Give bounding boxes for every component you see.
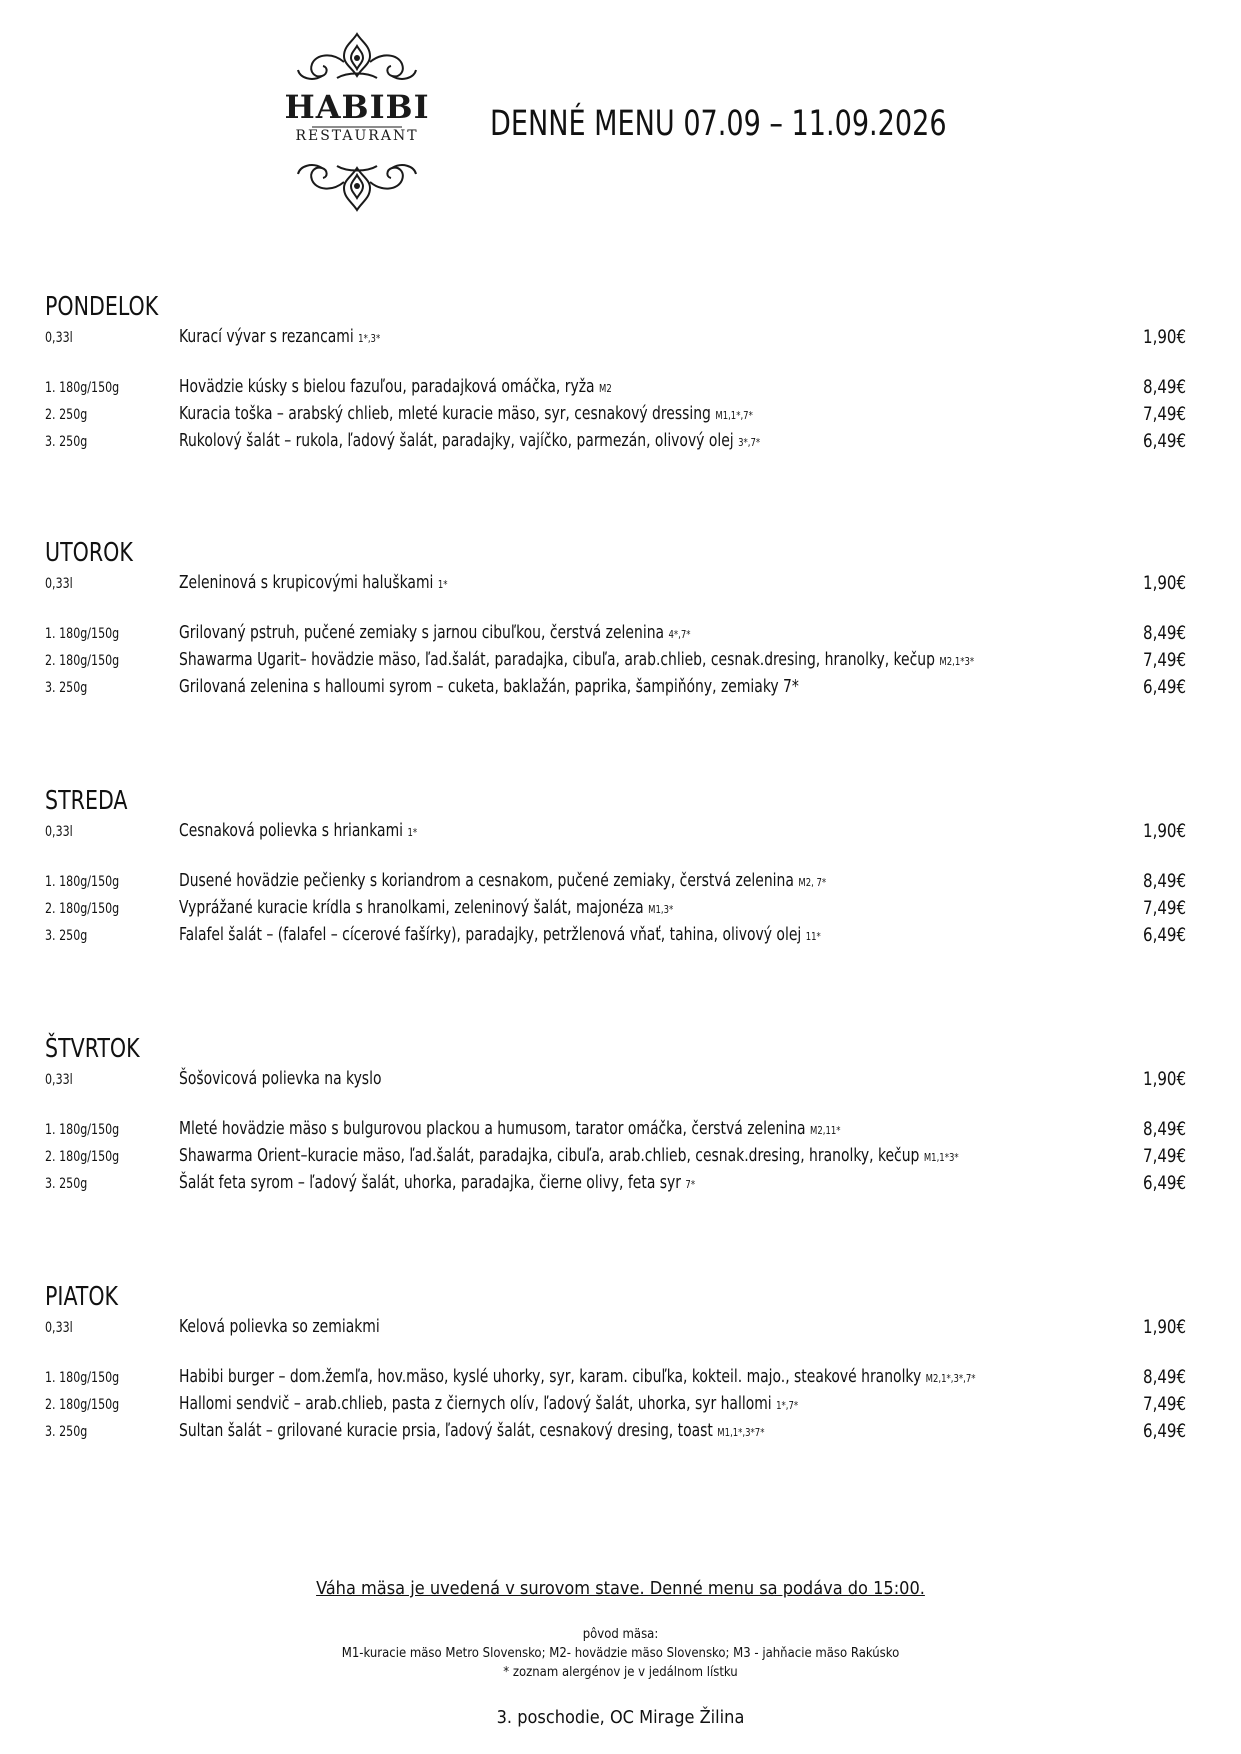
- item-text: Cesnaková polievka s hriankami: [179, 820, 404, 841]
- item-description: [179, 622, 691, 643]
- item-text: Dusené hovädzie pečienky s koriandrom a cesnakom, pučené zemiaky, čerstvá zelenina: [179, 870, 794, 891]
- item-description: [179, 1420, 764, 1441]
- day-name: PONDELOK: [45, 292, 159, 322]
- item-text: Mleté hovädzie mäso s bulgurovou plackou a humusom, tarator omáčka, čerstvá zelenina: [179, 1118, 806, 1139]
- item-quantity: 3. 250g: [45, 1424, 88, 1440]
- soup-row: [0, 1316, 1241, 1342]
- item-price: 8,49€: [1143, 622, 1187, 644]
- item-description: [179, 1366, 976, 1387]
- day-name: UTOROK: [45, 538, 133, 568]
- item-quantity: 0,33l: [45, 1320, 73, 1336]
- item-allergens: M2,11*: [810, 1124, 841, 1137]
- soup-row: [0, 1068, 1241, 1094]
- item-allergens: 7*: [685, 1178, 696, 1191]
- item-price: 7,49€: [1143, 649, 1187, 671]
- item-price: 6,49€: [1143, 1420, 1187, 1442]
- main-dish-row: [0, 430, 1241, 456]
- item-text: Rukolový šalát – rukola, ľadový šalát, paradajky, vajíčko, parmezán, olivový olej: [179, 430, 734, 451]
- item-text: Vyprážané kuracie krídla s hranolkami, zeleninový šalát, majonéza: [179, 897, 644, 918]
- item-description: [179, 326, 380, 347]
- item-quantity: 3. 250g: [45, 680, 88, 696]
- item-allergens: 1*: [407, 826, 418, 839]
- item-price: 8,49€: [1143, 376, 1187, 398]
- day-name: PIATOK: [45, 1282, 119, 1312]
- item-allergens: 11*: [805, 930, 821, 943]
- soup-row: [0, 820, 1241, 846]
- item-text: Shawarma Ugarit– hovädzie mäso, ľad.šalát, paradajka, cibuľa, arab.chlieb, cesnak.dresing, hranolky, kečup: [179, 649, 935, 670]
- item-quantity: 3. 250g: [45, 1176, 88, 1192]
- item-price: 1,90€: [1143, 1316, 1187, 1338]
- item-quantity: 1. 180g/150g: [45, 1370, 120, 1386]
- item-description: [179, 897, 673, 918]
- item-text: Hallomi sendvič – arab.chlieb, pasta z čiernych olív, ľadový šalát, uhorka, syr hallomi: [179, 1393, 772, 1414]
- item-allergens: 1*,3*: [358, 332, 381, 345]
- item-description: [179, 676, 799, 697]
- item-quantity: 3. 250g: [45, 434, 88, 450]
- menu-header: [0, 0, 1241, 230]
- item-price: 6,49€: [1143, 924, 1187, 946]
- item-allergens: M2,1*,3*,7*: [925, 1372, 976, 1385]
- item-description: [179, 1068, 381, 1089]
- item-description: [179, 1118, 841, 1139]
- item-price: 8,49€: [1143, 1118, 1187, 1140]
- main-dish-row: [0, 1420, 1241, 1446]
- item-quantity: 0,33l: [45, 1072, 73, 1088]
- main-dish-row: [0, 1118, 1241, 1144]
- item-allergens: M1,1*,7*: [715, 409, 753, 422]
- item-price: 7,49€: [1143, 1393, 1187, 1415]
- item-allergens: M2, 7*: [798, 876, 827, 889]
- item-description: [179, 820, 417, 841]
- day-name: ŠTVRTOK: [45, 1034, 140, 1064]
- restaurant-logo: [282, 32, 432, 212]
- item-price: 6,49€: [1143, 1172, 1187, 1194]
- item-allergens: 3*,7*: [738, 436, 761, 449]
- item-description: [179, 870, 826, 891]
- main-dish-row: [0, 1172, 1241, 1198]
- item-text: Hovädzie kúsky s bielou fazuľou, paradajková omáčka, ryža: [179, 376, 595, 397]
- item-price: 7,49€: [1143, 897, 1187, 919]
- item-price: 1,90€: [1143, 326, 1187, 348]
- main-dish-row: [0, 403, 1241, 429]
- item-quantity: 1. 180g/150g: [45, 874, 120, 890]
- main-dish-row: [0, 622, 1241, 648]
- item-text: Kelová polievka so zemiakmi: [179, 1316, 380, 1337]
- item-text: Grilovaná zelenina s halloumi syrom – cuketa, baklažán, paprika, šampiňóny, zemiaky 7*: [179, 676, 799, 697]
- item-quantity: 1. 180g/150g: [45, 380, 120, 396]
- item-text: Šalát feta syrom – ľadový šalát, uhorka, paradajka, čierne olivy, feta syr: [179, 1172, 681, 1193]
- item-quantity: 0,33l: [45, 576, 73, 592]
- item-price: 8,49€: [1143, 1366, 1187, 1388]
- allergen-note: * zoznam alergénov je v jedálnom lístku: [503, 1665, 738, 1680]
- item-text: Habibi burger – dom.žemľa, hov.mäso, kyslé uhorky, syr, karam. cibuľka, kokteil. majo., steakové hranolky: [179, 1366, 922, 1387]
- item-price: 6,49€: [1143, 676, 1187, 698]
- item-quantity: 0,33l: [45, 824, 73, 840]
- item-text: Sultan šalát – grilované kuracie prsia, ľadový šalát, cesnakový dresing, toast: [179, 1420, 713, 1441]
- item-description: [179, 430, 760, 451]
- soup-row: [0, 572, 1241, 598]
- item-allergens: M1,1*3*: [923, 1151, 959, 1164]
- item-text: Zeleninová s krupicovými haluškami: [179, 572, 434, 593]
- item-text: Grilovaný pstruh, pučené zemiaky s jarnou cibuľkou, čerstvá zelenina: [179, 622, 665, 643]
- item-description: [179, 1316, 380, 1337]
- item-allergens: M2,1*3*: [939, 655, 975, 668]
- item-quantity: 2. 180g/150g: [45, 1149, 120, 1165]
- item-description: [179, 376, 612, 397]
- item-text: Šošovicová polievka na kyslo: [179, 1068, 382, 1089]
- item-quantity: 2. 250g: [45, 407, 88, 423]
- item-price: 1,90€: [1143, 1068, 1187, 1090]
- item-price: 1,90€: [1143, 572, 1187, 594]
- item-allergens: 1*,7*: [776, 1399, 799, 1412]
- item-quantity: 3. 250g: [45, 928, 88, 944]
- main-dish-row: [0, 676, 1241, 702]
- main-dish-row: [0, 376, 1241, 402]
- item-quantity: 1. 180g/150g: [45, 626, 120, 642]
- meat-origin-list: M1-kuracie mäso Metro Slovensko; M2- hovädzie mäso Slovensko; M3 - jahňacie mäso Rakúsko: [341, 1646, 900, 1661]
- item-description: [179, 1393, 798, 1414]
- item-allergens: M2: [599, 382, 612, 395]
- main-dish-row: [0, 1393, 1241, 1419]
- soup-row: [0, 326, 1241, 352]
- item-text: Falafel šalát – (falafel – cícerové fašírky), paradajky, petržlenová vňať, tahina, olivový olej: [179, 924, 802, 945]
- item-text: Kuracia toška – arabský chlieb, mleté kuracie mäso, syr, cesnakový dressing: [179, 403, 711, 424]
- item-quantity: 2. 180g/150g: [45, 901, 120, 917]
- item-price: 1,90€: [1143, 820, 1187, 842]
- item-quantity: 1. 180g/150g: [45, 1122, 120, 1138]
- item-allergens: M1,3*: [648, 903, 674, 916]
- main-dish-row: [0, 1366, 1241, 1392]
- item-allergens: M1,1*,3*7*: [717, 1426, 765, 1439]
- day-name: STREDA: [45, 786, 128, 816]
- item-allergens: 1*: [437, 578, 448, 591]
- main-dish-row: [0, 924, 1241, 950]
- item-quantity: 0,33l: [45, 330, 73, 346]
- logo-subtitle: RESTAURANT: [295, 128, 419, 144]
- item-quantity: 2. 180g/150g: [45, 1397, 120, 1413]
- item-description: [179, 924, 821, 945]
- item-description: [179, 403, 753, 424]
- item-description: [179, 1145, 959, 1166]
- item-description: [179, 1172, 695, 1193]
- item-quantity: 2. 180g/150g: [45, 653, 120, 669]
- item-price: 8,49€: [1143, 870, 1187, 892]
- main-dish-row: [0, 1145, 1241, 1171]
- item-price: 7,49€: [1143, 403, 1187, 425]
- weight-note: Váha mäsa je uvedená v surovom stave. Denné menu sa podáva do 15:00.: [316, 1578, 925, 1599]
- main-dish-row: [0, 870, 1241, 896]
- item-price: 6,49€: [1143, 430, 1187, 452]
- main-dish-row: [0, 897, 1241, 923]
- page-title: DENNÉ MENU 07.09 – 11.09.2026: [490, 104, 947, 144]
- restaurant-address: 3. poschodie, OC Mirage Žilina: [496, 1707, 745, 1728]
- main-dish-row: [0, 649, 1241, 675]
- meat-origin-title: pôvod mäsa:: [582, 1627, 659, 1642]
- logo-name: HABIBI: [284, 88, 430, 126]
- item-text: Kurací vývar s rezancami: [179, 326, 354, 347]
- item-description: [179, 572, 448, 593]
- item-allergens: 4*,7*: [668, 628, 691, 641]
- item-description: [179, 649, 974, 670]
- item-price: 7,49€: [1143, 1145, 1187, 1167]
- item-text: Shawarma Orient–kuracie mäso, ľad.šalát, paradajka, cibuľa, arab.chlieb, cesnak.dresing, hranolky, kečup: [179, 1145, 920, 1166]
